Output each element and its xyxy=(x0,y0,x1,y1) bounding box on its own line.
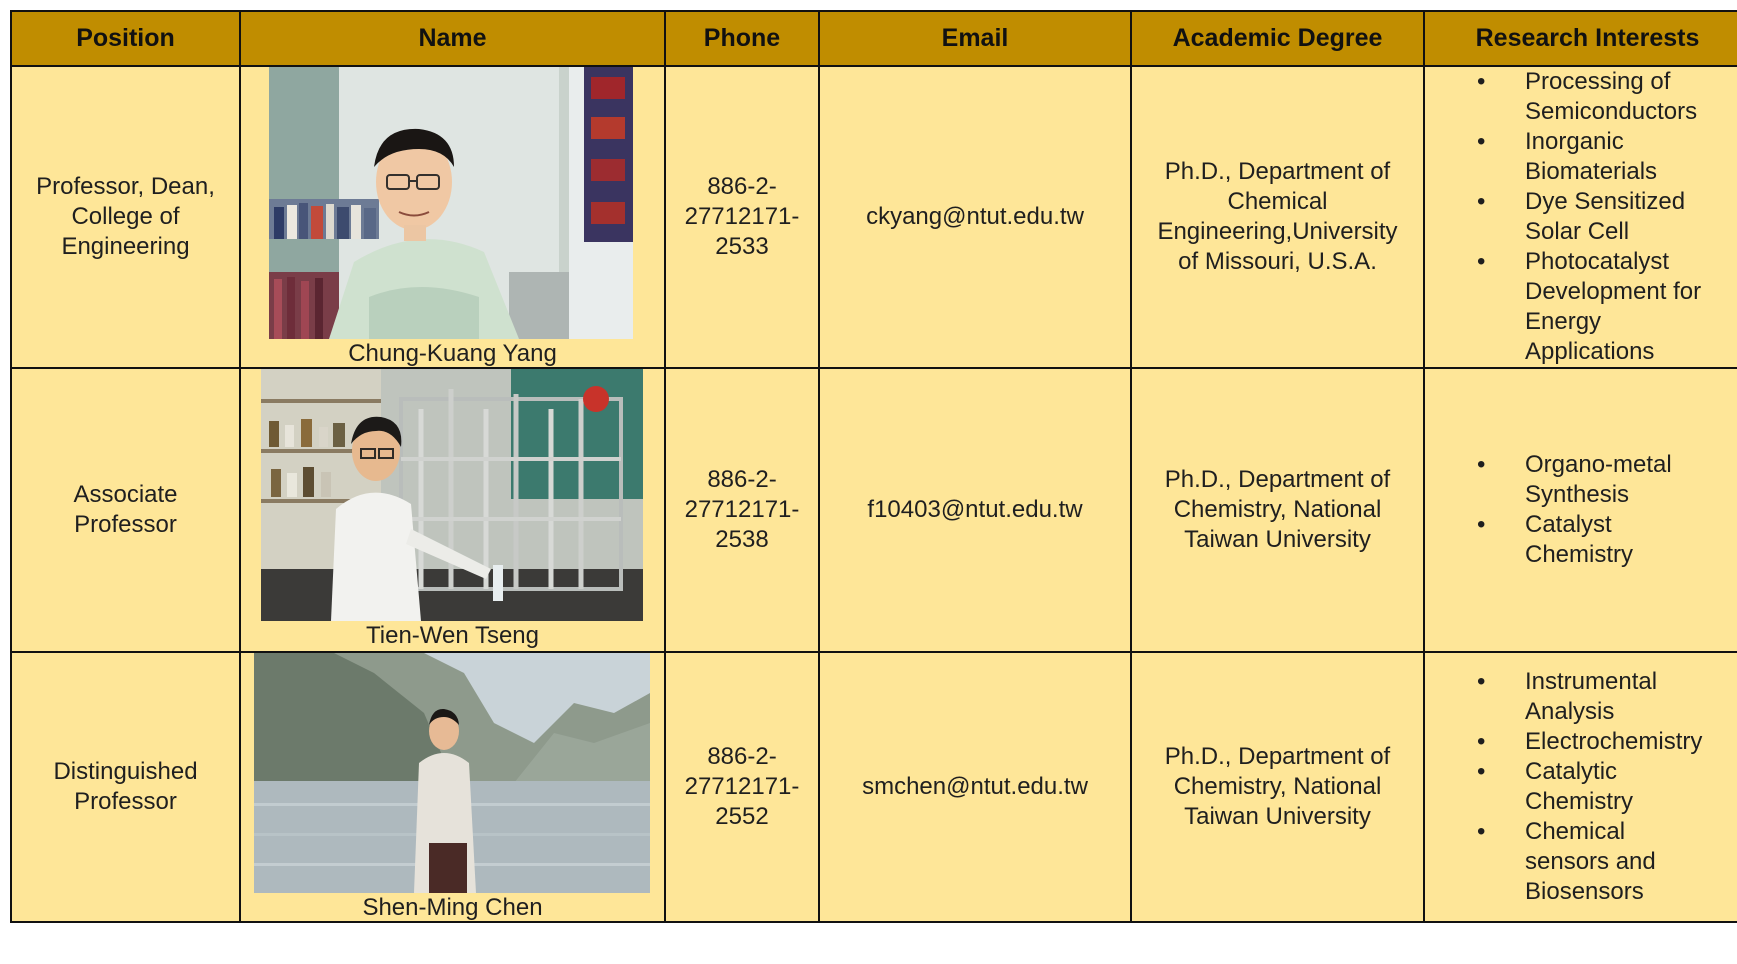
position-line: Associate xyxy=(73,481,178,508)
research-item-line: • Inorganic xyxy=(1525,128,1624,155)
degree-line: Ph.D., Department of xyxy=(1164,158,1391,185)
research-item xyxy=(1455,450,1737,510)
degree-cell xyxy=(1131,66,1424,368)
phone-cell xyxy=(665,368,819,652)
header-row xyxy=(11,11,1737,66)
research-item xyxy=(1455,757,1737,817)
research-item-line: Synthesis xyxy=(1525,481,1630,508)
position-line: Professor xyxy=(74,788,177,815)
phone-line: 2533 xyxy=(715,233,769,260)
phone-line: 27712171- xyxy=(684,203,800,230)
table-row xyxy=(11,368,1737,652)
research-item xyxy=(1455,817,1737,907)
faculty-photo xyxy=(261,369,643,621)
header-name: Name xyxy=(240,11,665,66)
degree-line: Engineering,University xyxy=(1157,218,1398,245)
phone-cell xyxy=(665,66,819,368)
position-line: Distinguished xyxy=(53,758,198,785)
research-item xyxy=(1455,247,1737,367)
research-item-line: Applications xyxy=(1525,338,1655,365)
research-item-line: Development for xyxy=(1525,278,1702,305)
faculty-table xyxy=(10,10,1737,923)
research-item-line: • Chemical xyxy=(1525,818,1626,845)
research-item-line: • Photocatalyst xyxy=(1525,248,1670,275)
research-item-line: Solar Cell xyxy=(1525,218,1630,245)
name-cell xyxy=(240,66,665,368)
faculty-name: Chung-Kuang Yang xyxy=(348,340,557,367)
phone-line: 886-2- xyxy=(707,743,777,770)
research-item-line: Semiconductors xyxy=(1525,98,1698,125)
header-position: Position xyxy=(11,11,240,66)
photo-tseng xyxy=(261,369,643,621)
research-cell xyxy=(1424,66,1737,368)
header-phone: Phone xyxy=(665,11,819,66)
research-item-line: • Catalyst xyxy=(1525,511,1612,538)
email-text: ckyang@ntut.edu.tw xyxy=(866,203,1084,230)
degree-line: Chemistry, National xyxy=(1173,773,1382,800)
research-item-line: Analysis xyxy=(1525,698,1615,725)
research-item-line: Biosensors xyxy=(1525,878,1644,905)
header-email: Email xyxy=(819,11,1131,66)
degree-line: of Missouri, U.S.A. xyxy=(1178,248,1377,275)
phone-line: 2552 xyxy=(715,803,769,830)
phone-cell xyxy=(665,652,819,922)
research-item-line: • Processing of xyxy=(1525,68,1671,95)
research-item xyxy=(1455,187,1737,247)
phone-line: 27712171- xyxy=(684,773,800,800)
degree-line: Ph.D., Department of xyxy=(1164,743,1391,770)
photo-yang xyxy=(269,67,633,339)
research-item-line: • Catalytic xyxy=(1525,758,1618,785)
research-item-line: • Electrochemistry xyxy=(1525,728,1703,755)
phone-line: 2538 xyxy=(715,526,769,553)
email-text: f10403@ntut.edu.tw xyxy=(867,496,1083,523)
degree-line: Chemical xyxy=(1227,188,1328,215)
degree-line: Taiwan University xyxy=(1184,526,1371,553)
header-research: Research Interests xyxy=(1424,11,1737,66)
research-list xyxy=(1425,67,1737,367)
position-cell xyxy=(11,66,240,368)
phone-line: 886-2- xyxy=(707,466,777,493)
research-item-line: • Instrumental xyxy=(1525,668,1658,695)
research-cell xyxy=(1424,652,1737,922)
research-list xyxy=(1425,450,1737,570)
degree-line: Chemistry, National xyxy=(1173,496,1382,523)
position-line: College of xyxy=(71,203,180,230)
research-item-line: Chemistry xyxy=(1525,541,1634,568)
position-cell xyxy=(11,652,240,922)
research-item-line: • Dye Sensitized xyxy=(1525,188,1686,215)
research-cell xyxy=(1424,368,1737,652)
faculty-photo xyxy=(269,67,633,339)
faculty-name: Tien-Wen Tseng xyxy=(366,622,539,649)
phone-line: 886-2- xyxy=(707,173,777,200)
email-cell xyxy=(819,66,1131,368)
name-cell xyxy=(240,652,665,922)
degree-cell xyxy=(1131,652,1424,922)
email-cell xyxy=(819,652,1131,922)
research-item-line: sensors and xyxy=(1525,848,1656,875)
research-item xyxy=(1455,667,1737,727)
research-item xyxy=(1455,127,1737,187)
research-list xyxy=(1425,667,1737,907)
email-text: smchen@ntut.edu.tw xyxy=(862,773,1088,800)
table-row xyxy=(11,66,1737,368)
degree-cell xyxy=(1131,368,1424,652)
research-item-line: Energy xyxy=(1525,308,1602,335)
research-item-line: Chemistry xyxy=(1525,788,1634,815)
faculty-photo xyxy=(254,653,650,893)
research-item xyxy=(1455,67,1737,127)
header-degree: Academic Degree xyxy=(1131,11,1424,66)
position-cell xyxy=(11,368,240,652)
degree-line: Ph.D., Department of xyxy=(1164,466,1391,493)
position-line: Engineering xyxy=(61,233,190,260)
research-item-line: Biomaterials xyxy=(1525,158,1658,185)
photo-chen xyxy=(254,653,650,893)
table-row xyxy=(11,652,1737,922)
email-cell xyxy=(819,368,1131,652)
phone-line: 27712171- xyxy=(684,496,800,523)
name-cell xyxy=(240,368,665,652)
position-line: Professor, Dean, xyxy=(36,173,215,200)
research-item xyxy=(1455,727,1737,757)
faculty-name: Shen-Ming Chen xyxy=(362,894,543,921)
research-item xyxy=(1455,510,1737,570)
position-line: Professor xyxy=(74,511,177,538)
research-item-line: • Organo-metal xyxy=(1525,451,1672,478)
degree-line: Taiwan University xyxy=(1184,803,1371,830)
